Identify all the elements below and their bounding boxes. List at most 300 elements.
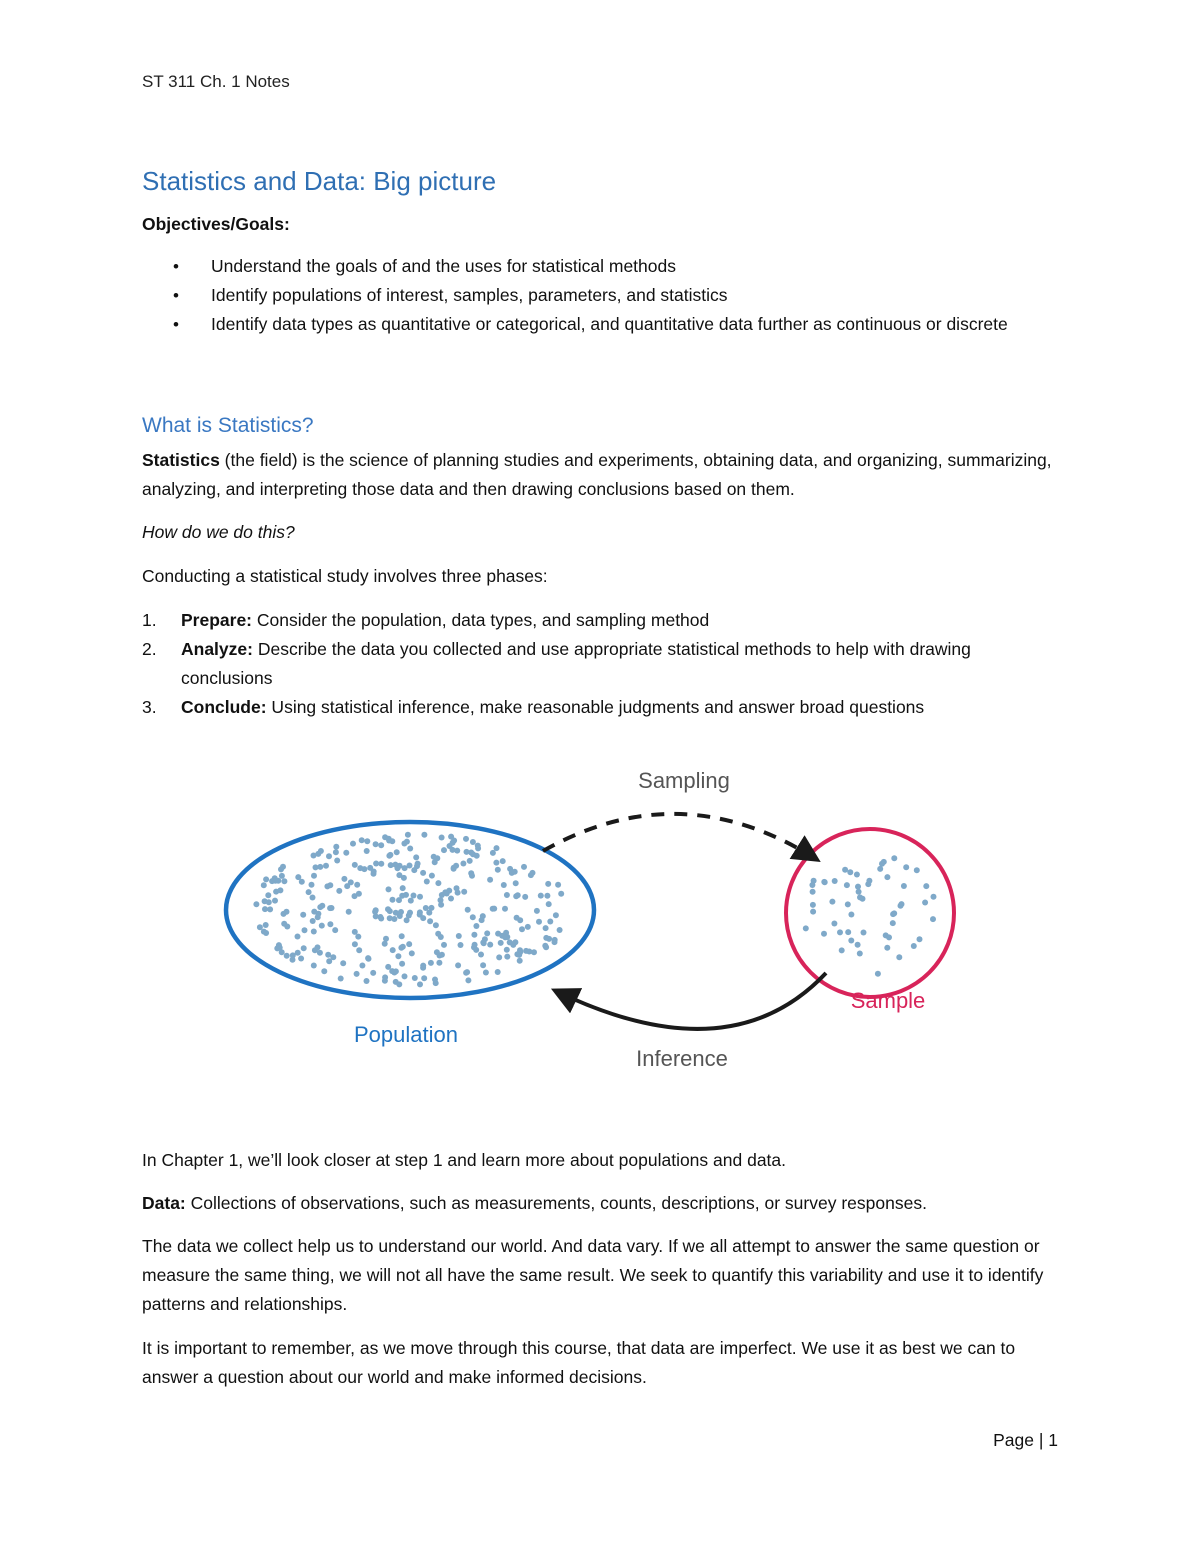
data-point bbox=[854, 872, 860, 878]
data-point bbox=[340, 960, 346, 966]
data-point bbox=[810, 902, 816, 908]
data-point bbox=[865, 881, 871, 887]
data-point bbox=[433, 922, 439, 928]
data-point bbox=[473, 923, 479, 929]
data-point bbox=[845, 929, 851, 935]
data-point bbox=[277, 887, 283, 893]
bullet-icon: • bbox=[173, 286, 179, 305]
data-point bbox=[507, 939, 513, 945]
data-point bbox=[471, 944, 477, 950]
data-point bbox=[545, 881, 551, 887]
data-point bbox=[542, 943, 548, 949]
data-point bbox=[403, 892, 409, 898]
data-point bbox=[899, 901, 905, 907]
population-dots bbox=[253, 832, 564, 988]
data-point bbox=[884, 945, 890, 951]
data-point bbox=[480, 962, 486, 968]
data-point bbox=[387, 915, 393, 921]
data-point bbox=[891, 910, 897, 916]
list-item: 2. Analyze: Describe the data you collected and use appropriate statistical methods to help with drawing conclusions bbox=[142, 639, 971, 688]
data-point bbox=[420, 965, 426, 971]
data-point bbox=[393, 968, 399, 974]
data-point bbox=[448, 896, 454, 902]
data-point bbox=[382, 834, 388, 840]
data-point bbox=[428, 960, 434, 966]
data-point bbox=[831, 921, 837, 927]
list-item: 1. Prepare: Consider the population, data types, and sampling method bbox=[142, 610, 710, 630]
data-point bbox=[413, 854, 419, 860]
data-point bbox=[821, 931, 827, 937]
data-point bbox=[504, 954, 510, 960]
data-point bbox=[300, 912, 306, 918]
data-point bbox=[406, 941, 412, 947]
data-point bbox=[809, 882, 815, 888]
data-point bbox=[396, 872, 402, 878]
data-point bbox=[829, 899, 835, 905]
sampling-label: Sampling bbox=[638, 768, 730, 793]
data-point bbox=[365, 955, 371, 961]
data-point bbox=[364, 848, 370, 854]
data-point bbox=[821, 879, 827, 885]
list-item: • Understand the goals of and the uses for statistical methods bbox=[142, 252, 1062, 281]
objectives-list bbox=[142, 252, 1062, 339]
statistics-definition: Statistics (the field) is the science of planning studies and experiments, obtaining data, and organizing, summarizing, analyzing, and interpreting those data and then drawing conclusions based on them. bbox=[142, 450, 1052, 499]
data-point bbox=[917, 936, 923, 942]
data-point bbox=[530, 870, 536, 876]
data-point bbox=[382, 941, 388, 947]
data-point bbox=[415, 861, 421, 867]
data-point bbox=[359, 963, 365, 969]
data-point bbox=[399, 933, 405, 939]
data-point bbox=[512, 939, 518, 945]
data-point bbox=[465, 907, 471, 913]
data-point bbox=[930, 916, 936, 922]
data-point bbox=[386, 853, 392, 859]
data-point bbox=[484, 930, 490, 936]
data-point bbox=[346, 909, 352, 915]
data-point bbox=[435, 880, 441, 886]
data-point bbox=[334, 858, 340, 864]
data-point bbox=[526, 949, 532, 955]
data-point bbox=[310, 895, 316, 901]
data-point bbox=[557, 927, 563, 933]
data-point bbox=[448, 834, 454, 840]
data-point bbox=[280, 864, 286, 870]
data-point bbox=[903, 864, 909, 870]
data-point bbox=[373, 861, 379, 867]
data-point bbox=[513, 880, 519, 886]
data-point bbox=[361, 866, 367, 872]
data-point bbox=[301, 945, 307, 951]
data-point bbox=[552, 939, 558, 945]
data-point bbox=[464, 849, 470, 855]
data-point bbox=[267, 906, 273, 912]
data-point bbox=[856, 889, 862, 895]
data-point bbox=[383, 936, 389, 942]
data-point bbox=[522, 894, 528, 900]
data-point bbox=[475, 843, 481, 849]
paragraph-variability: The data we collect help us to understand our world. And data vary. If we all attempt to answer the same question or measure the same thing, we will not all have the same result. We seek to quantify this variability and use it to identify patterns and relationships. bbox=[142, 1236, 1044, 1314]
data-point bbox=[922, 900, 928, 906]
data-point bbox=[395, 953, 401, 959]
data-point bbox=[479, 917, 485, 923]
data-point bbox=[439, 835, 445, 841]
data-point bbox=[495, 969, 501, 975]
data-point bbox=[435, 931, 441, 937]
list-item: • Identify populations of interest, samples, parameters, and statistics bbox=[142, 281, 1062, 310]
data-point bbox=[327, 921, 333, 927]
data-point bbox=[847, 869, 853, 875]
paragraph-imperfect-data: It is important to remember, as we move through this course, that data are imperfect. We use it as best we can to answer a question about our world and make informed decisions. bbox=[142, 1338, 1016, 1387]
data-point bbox=[317, 950, 323, 956]
data-point bbox=[501, 882, 507, 888]
data-point bbox=[262, 906, 268, 912]
document-header: ST 311 Ch. 1 Notes bbox=[142, 72, 290, 91]
data-point bbox=[553, 912, 559, 918]
data-point bbox=[429, 873, 435, 879]
data-point bbox=[848, 912, 854, 918]
data-point bbox=[455, 962, 461, 968]
data-point bbox=[555, 882, 561, 888]
data-point bbox=[272, 875, 278, 881]
data-point bbox=[500, 858, 506, 864]
page-number: Page | 1 bbox=[993, 1430, 1058, 1450]
data-point bbox=[923, 883, 929, 889]
bullet-icon: • bbox=[173, 257, 179, 276]
data-point bbox=[901, 883, 907, 889]
data-point bbox=[298, 956, 304, 962]
data-point bbox=[402, 865, 408, 871]
data-point bbox=[424, 879, 430, 885]
data-point bbox=[311, 873, 317, 879]
data-point bbox=[417, 909, 423, 915]
data-point bbox=[502, 934, 508, 940]
data-point bbox=[463, 836, 469, 842]
data-point bbox=[382, 978, 388, 984]
data-point bbox=[463, 970, 469, 976]
data-point bbox=[844, 882, 850, 888]
data-point bbox=[390, 897, 396, 903]
data-point bbox=[315, 914, 321, 920]
data-point bbox=[544, 893, 550, 899]
data-point bbox=[465, 977, 471, 983]
data-point bbox=[417, 981, 423, 987]
data-point bbox=[354, 971, 360, 977]
data-point bbox=[483, 970, 489, 976]
phases-intro: Conducting a statistical study involves three phases: bbox=[142, 566, 548, 586]
data-point bbox=[265, 892, 271, 898]
data-point bbox=[341, 876, 347, 882]
data-point bbox=[453, 863, 459, 869]
data-point bbox=[517, 958, 523, 964]
data-point bbox=[348, 879, 354, 885]
data-point bbox=[914, 867, 920, 873]
data-point bbox=[842, 867, 848, 873]
data-point bbox=[309, 882, 315, 888]
data-point bbox=[420, 870, 426, 876]
data-point bbox=[469, 873, 475, 879]
population-sample-diagram bbox=[210, 755, 970, 1075]
data-point bbox=[299, 879, 305, 885]
data-point bbox=[343, 850, 349, 856]
data-point bbox=[407, 846, 413, 852]
data-point bbox=[326, 853, 332, 859]
data-point bbox=[311, 963, 317, 969]
data-point bbox=[327, 882, 333, 888]
data-point bbox=[470, 839, 476, 845]
data-point bbox=[398, 909, 404, 915]
data-point bbox=[474, 853, 480, 859]
data-point bbox=[848, 938, 854, 944]
data-point bbox=[295, 934, 301, 940]
data-point bbox=[411, 867, 417, 873]
data-point bbox=[434, 855, 440, 861]
data-point bbox=[877, 866, 883, 872]
data-point bbox=[502, 906, 508, 912]
data-point bbox=[327, 905, 333, 911]
data-point bbox=[311, 909, 317, 915]
data-point bbox=[461, 889, 467, 895]
data-point bbox=[534, 908, 540, 914]
data-point bbox=[323, 863, 329, 869]
data-point bbox=[394, 849, 400, 855]
data-point bbox=[446, 888, 452, 894]
data-point bbox=[427, 918, 433, 924]
data-point bbox=[478, 952, 484, 958]
data-point bbox=[896, 954, 902, 960]
data-point bbox=[408, 898, 414, 904]
data-point bbox=[512, 869, 518, 875]
data-point bbox=[487, 942, 493, 948]
inference-arrow bbox=[556, 973, 826, 1029]
data-point bbox=[471, 932, 477, 938]
data-point bbox=[399, 961, 405, 967]
sample-label: Sample bbox=[850, 988, 926, 1013]
sample-dots bbox=[803, 855, 937, 977]
data-point bbox=[839, 947, 845, 953]
data-point bbox=[494, 845, 500, 851]
data-point bbox=[352, 941, 358, 947]
data-point bbox=[352, 862, 358, 868]
list-item: 3. Conclude: Using statistical inference, make reasonable judgments and answer broad questions bbox=[142, 697, 925, 717]
data-point bbox=[401, 841, 407, 847]
data-point bbox=[487, 877, 493, 883]
data-point bbox=[513, 893, 519, 899]
data-point bbox=[490, 850, 496, 856]
data-point bbox=[364, 978, 370, 984]
data-point bbox=[311, 929, 317, 935]
phases-list bbox=[142, 606, 1022, 722]
data-point bbox=[536, 919, 542, 925]
data-point bbox=[519, 926, 525, 932]
data-point bbox=[412, 975, 418, 981]
data-point bbox=[891, 855, 897, 861]
data-point bbox=[439, 952, 445, 958]
data-point bbox=[321, 968, 327, 974]
data-point bbox=[370, 970, 376, 976]
data-point bbox=[284, 924, 290, 930]
data-point bbox=[417, 894, 423, 900]
data-point bbox=[495, 931, 501, 937]
data-point bbox=[310, 918, 316, 924]
data-point bbox=[491, 906, 497, 912]
data-point bbox=[261, 882, 267, 888]
data-point bbox=[456, 933, 462, 939]
data-point bbox=[279, 873, 285, 879]
list-item: • Identify data types as quantitative or categorical, and quantitative data further as continuous or discrete bbox=[142, 310, 1062, 339]
data-point bbox=[409, 950, 415, 956]
data-point bbox=[884, 874, 890, 880]
data-point bbox=[845, 901, 851, 907]
data-point bbox=[333, 849, 339, 855]
data-point bbox=[263, 922, 269, 928]
population-label: Population bbox=[354, 1022, 458, 1047]
data-point bbox=[317, 904, 323, 910]
data-point bbox=[460, 861, 466, 867]
data-point bbox=[558, 891, 564, 897]
data-point bbox=[857, 951, 863, 957]
data-point bbox=[810, 889, 816, 895]
data-point bbox=[455, 890, 461, 896]
data-point bbox=[504, 892, 510, 898]
data-point bbox=[493, 860, 499, 866]
data-point bbox=[302, 927, 308, 933]
data-point bbox=[326, 958, 332, 964]
data-point bbox=[504, 947, 510, 953]
data-point bbox=[420, 915, 426, 921]
data-point bbox=[411, 893, 417, 899]
data-point bbox=[378, 842, 384, 848]
data-point bbox=[392, 862, 398, 868]
data-point bbox=[517, 947, 523, 953]
data-point bbox=[364, 838, 370, 844]
data-point bbox=[436, 960, 442, 966]
data-point bbox=[378, 861, 384, 867]
data-point bbox=[355, 934, 361, 940]
data-point bbox=[356, 947, 362, 953]
data-point bbox=[547, 919, 553, 925]
data-point bbox=[886, 934, 892, 940]
data-point bbox=[837, 929, 843, 935]
data-point bbox=[803, 925, 809, 931]
question-text: How do we do this? bbox=[142, 522, 295, 542]
data-point bbox=[313, 864, 319, 870]
section-heading: What is Statistics? bbox=[142, 414, 314, 437]
data-point bbox=[482, 936, 488, 942]
data-point bbox=[423, 905, 429, 911]
data-point bbox=[385, 906, 391, 912]
data-point bbox=[400, 885, 406, 891]
bullet-icon: • bbox=[173, 315, 179, 334]
chapter-intro: In Chapter 1, we’ll look closer at step 1 and learn more about populations and data. bbox=[142, 1150, 787, 1170]
data-point bbox=[860, 896, 866, 902]
data-point bbox=[281, 878, 287, 884]
data-point bbox=[336, 888, 342, 894]
data-point bbox=[390, 947, 396, 953]
data-point bbox=[407, 910, 413, 916]
data-point bbox=[359, 837, 365, 843]
data-point bbox=[262, 898, 268, 904]
data-point bbox=[832, 878, 838, 884]
data-point bbox=[911, 943, 917, 949]
objectives-label: Objectives/Goals: bbox=[142, 214, 290, 234]
sampling-arrow bbox=[543, 814, 816, 859]
data-point bbox=[272, 898, 278, 904]
data-point bbox=[290, 952, 296, 958]
data-point bbox=[325, 952, 331, 958]
data-point bbox=[315, 944, 321, 950]
data-point bbox=[495, 867, 501, 873]
data-point bbox=[279, 949, 285, 955]
data-point bbox=[338, 976, 344, 982]
data-definition: Data: Collections of observations, such as measurements, counts, descriptions, or survey responses. bbox=[142, 1193, 927, 1213]
data-point bbox=[433, 980, 439, 986]
data-point bbox=[514, 915, 520, 921]
data-point bbox=[890, 920, 896, 926]
data-point bbox=[521, 864, 527, 870]
data-point bbox=[396, 897, 402, 903]
data-point bbox=[496, 954, 502, 960]
data-point bbox=[458, 942, 464, 948]
data-point bbox=[470, 914, 476, 920]
data-point bbox=[284, 953, 290, 959]
data-point bbox=[543, 925, 549, 931]
data-point bbox=[400, 944, 406, 950]
data-point bbox=[879, 861, 885, 867]
data-point bbox=[467, 858, 473, 864]
data-point bbox=[371, 869, 377, 875]
data-point bbox=[263, 876, 269, 882]
data-point bbox=[498, 940, 504, 946]
data-point bbox=[332, 927, 338, 933]
data-point bbox=[441, 847, 447, 853]
data-point bbox=[261, 929, 267, 935]
data-point bbox=[356, 891, 362, 897]
data-point bbox=[333, 844, 339, 850]
data-point bbox=[438, 902, 444, 908]
data-point bbox=[538, 893, 544, 899]
data-point bbox=[421, 832, 427, 838]
data-point bbox=[373, 841, 379, 847]
data-point bbox=[373, 913, 379, 919]
data-point bbox=[253, 901, 259, 907]
data-point bbox=[373, 907, 379, 913]
data-point bbox=[281, 911, 287, 917]
data-point bbox=[525, 924, 531, 930]
data-point bbox=[276, 942, 282, 948]
data-point bbox=[855, 884, 861, 890]
data-point bbox=[450, 847, 456, 853]
data-point bbox=[386, 886, 392, 892]
data-point bbox=[441, 942, 447, 948]
data-point bbox=[350, 841, 356, 847]
data-point bbox=[405, 832, 411, 838]
data-point bbox=[393, 979, 399, 985]
data-point bbox=[402, 973, 408, 979]
section-title: Statistics and Data: Big picture bbox=[142, 166, 497, 196]
data-point bbox=[855, 942, 861, 948]
data-point bbox=[421, 975, 427, 981]
data-point bbox=[543, 935, 549, 941]
data-point bbox=[931, 894, 937, 900]
data-point bbox=[546, 901, 552, 907]
data-point bbox=[319, 923, 325, 929]
data-point bbox=[354, 882, 360, 888]
data-point bbox=[318, 848, 324, 854]
data-point bbox=[810, 909, 816, 915]
inference-label: Inference bbox=[636, 1046, 728, 1071]
data-point bbox=[875, 971, 881, 977]
